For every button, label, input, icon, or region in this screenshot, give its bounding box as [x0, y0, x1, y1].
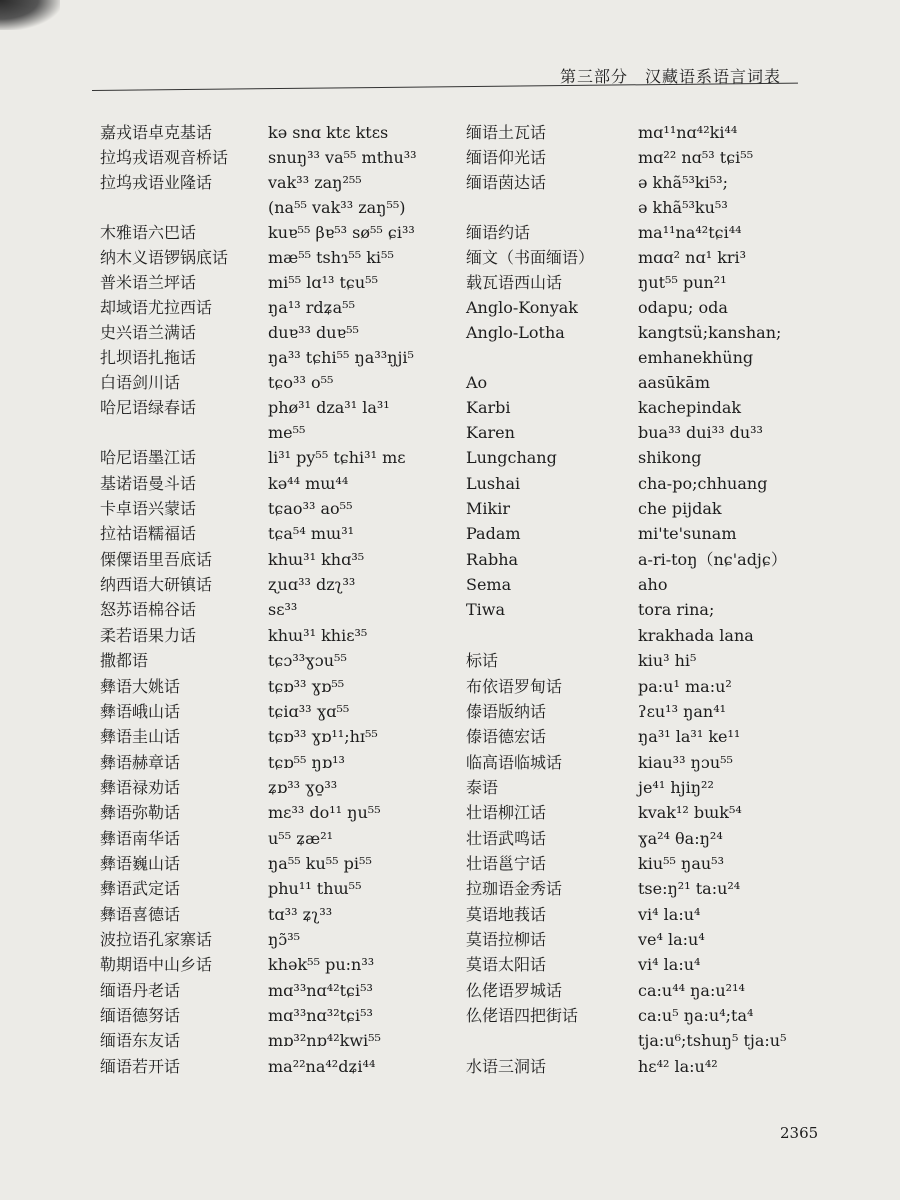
- word-form: ca:u⁵ ŋa:u⁴;ta⁴: [638, 1006, 754, 1026]
- language-name: 壮语武鸣话: [466, 828, 547, 848]
- word-form: kuɐ⁵⁵ βɐ⁵³ sø⁵⁵ ɕi³³: [268, 223, 415, 242]
- table-row: [0, 295, 900, 320]
- language-name: 缅文（书面缅语）: [466, 248, 595, 267]
- table-row: [0, 927, 900, 952]
- language-name: 木雅语六巴话: [100, 223, 197, 242]
- table-row: [0, 1003, 900, 1028]
- word-form: che pijdak: [638, 499, 722, 519]
- word-form: tɕo³³ o⁵⁵: [268, 373, 334, 392]
- table-row: [0, 220, 900, 245]
- word-form: kangtsü;kanshan;: [638, 323, 782, 342]
- word-form: aasūkām: [638, 373, 710, 392]
- word-form: ca:u⁴⁴ ŋa:u²¹⁴: [638, 980, 745, 1000]
- word-form: kə snɑ ktɛ ktɛs: [268, 123, 389, 142]
- word-form: mɑ³³nɑ³²tɕi⁵³: [268, 1006, 373, 1026]
- language-name: 彝语武定话: [100, 879, 181, 899]
- language-name: 壮语邕宁话: [466, 853, 547, 873]
- word-form: mi⁵⁵ lɑ¹³ tɕu⁵⁵: [268, 273, 378, 292]
- table-row: [0, 345, 900, 370]
- word-form: a-ri-toŋ（nɕ'adjɕ）: [638, 549, 787, 569]
- language-name: 彝语喜德话: [100, 904, 181, 924]
- table-row: [0, 826, 900, 851]
- word-form: bua³³ dui³³ du³³: [638, 423, 763, 442]
- word-form: kvak¹² bɯk⁵⁴: [638, 803, 742, 823]
- word-form: ŋa³³ tɕhi⁵⁵ ŋa³³ŋji⁵: [268, 348, 414, 367]
- language-name: Karbi: [466, 398, 511, 417]
- table-row: [0, 420, 900, 445]
- language-name: 水语三洞话: [466, 1056, 547, 1076]
- word-form: tɕɒ⁵⁵ ŋɒ¹³: [268, 752, 345, 772]
- table-row: [0, 245, 900, 270]
- language-name: Anglo-Konyak: [466, 298, 578, 317]
- word-form: li³¹ py⁵⁵ tɕhi³¹ mɛ: [268, 448, 406, 468]
- table-row: [0, 547, 900, 572]
- word-form: me⁵⁵: [268, 423, 306, 442]
- table-row: [0, 521, 900, 546]
- language-name: 缅语东友话: [100, 1031, 181, 1051]
- word-form: vak³³ zaŋ²⁵⁵: [268, 173, 362, 192]
- language-name: 哈尼语绿春话: [100, 398, 197, 417]
- language-name: 纳木义语锣锅底话: [100, 248, 229, 267]
- language-name: 怒苏语棉谷话: [100, 600, 197, 620]
- table-row: [0, 445, 900, 470]
- language-name: 彝语圭山话: [100, 727, 181, 747]
- word-form: ʐuɑ³³ dzʅ³³: [268, 575, 356, 595]
- language-name: 撒都语: [100, 651, 149, 671]
- word-form: khɯ³¹ khiɛ³⁵: [268, 625, 368, 645]
- word-form: kiau³³ ŋɔu⁵⁵: [638, 752, 733, 772]
- language-name: 却域语尤拉西话: [100, 298, 213, 317]
- word-form: kə⁴⁴ mɯ⁴⁴: [268, 473, 349, 493]
- word-form: phu¹¹ thɯ⁵⁵: [268, 879, 362, 899]
- word-form: ma²²na⁴²dʑi⁴⁴: [268, 1056, 376, 1076]
- table-row: [0, 120, 900, 145]
- language-name: 嘉戎语卓克基话: [100, 123, 213, 142]
- table-row: [0, 572, 900, 597]
- language-name: 缅语土瓦话: [466, 123, 547, 142]
- word-form: tɕao³³ ao⁵⁵: [268, 499, 353, 519]
- language-name: Lungchang: [466, 448, 557, 468]
- word-form: ŋut⁵⁵ pun²¹: [638, 273, 727, 292]
- word-form: sɛ³³: [268, 600, 298, 620]
- language-name: 彝语禄劝话: [100, 777, 181, 797]
- table-row: [0, 270, 900, 295]
- page-number: 2365: [780, 1124, 819, 1142]
- table-row: [0, 170, 900, 195]
- language-name: 彝语峨山话: [100, 701, 181, 721]
- language-name: 彝语弥勒话: [100, 803, 181, 823]
- word-form: ə khã⁵³ku⁵³: [638, 198, 728, 217]
- word-form: duɐ³³ duɐ⁵⁵: [268, 323, 359, 342]
- word-form: ma¹¹na⁴²tɕi⁴⁴: [638, 223, 742, 242]
- language-name: 基诺语曼斗话: [100, 473, 197, 493]
- table-row: [0, 496, 900, 521]
- table-row: [0, 597, 900, 622]
- word-form: ŋɔ̃³⁵: [268, 930, 301, 949]
- word-form: aho: [638, 575, 668, 595]
- language-name: 白语剑川话: [100, 373, 181, 392]
- table-row: [0, 674, 900, 699]
- language-name: 哈尼语墨江话: [100, 448, 197, 468]
- word-form: mɑ¹¹nɑ⁴²ki⁴⁴: [638, 123, 738, 142]
- word-form: tɑ³³ ʑʅ³³: [268, 904, 333, 924]
- word-form: shikong: [638, 448, 702, 468]
- language-name: 标话: [466, 651, 499, 671]
- language-name: 莫语地莪话: [466, 904, 547, 924]
- language-name: 莫语拉柳话: [466, 930, 547, 949]
- table-row: [0, 195, 900, 220]
- word-form: ŋa⁵⁵ ku⁵⁵ pi⁵⁵: [268, 853, 372, 873]
- word-form: ŋa¹³ rdʑa⁵⁵: [268, 298, 355, 317]
- word-form: vi⁴ la:u⁴: [638, 904, 701, 924]
- word-form: ŋa³¹ la³¹ ke¹¹: [638, 727, 741, 747]
- language-name: 勒期语中山乡话: [100, 955, 213, 975]
- word-form: khək⁵⁵ pu:n³³: [268, 955, 375, 975]
- table-row: [0, 320, 900, 345]
- language-name: Rabha: [466, 549, 519, 569]
- language-name: Sema: [466, 575, 512, 595]
- word-form: ʑɒ³³ ɣo̱³³: [268, 777, 338, 797]
- table-row: [0, 1054, 900, 1079]
- language-name: 彝语赫章话: [100, 752, 181, 772]
- table-row: [0, 952, 900, 977]
- language-name: 临高语临城话: [466, 752, 563, 772]
- word-form: phø³¹ dza³¹ la³¹: [268, 398, 390, 417]
- language-name: Karen: [466, 423, 515, 442]
- table-row: [0, 370, 900, 395]
- word-form: khɯ³¹ khɑ³⁵: [268, 549, 365, 569]
- language-name: Tiwa: [466, 600, 506, 620]
- language-name: 拉祜语糯福话: [100, 524, 197, 544]
- table-row: [0, 623, 900, 648]
- language-name: Mikir: [466, 499, 510, 519]
- language-name: 彝语大姚话: [100, 676, 181, 696]
- word-form: ə khã⁵³ki⁵³;: [638, 173, 728, 192]
- language-name: 莫语太阳话: [466, 955, 547, 975]
- word-form: mɑɑ² nɑ¹ kri³: [638, 248, 747, 267]
- language-name: 壮语柳江话: [466, 803, 547, 823]
- table-row: [0, 648, 900, 673]
- word-form: tɕiɑ³³ ɣɑ⁵⁵: [268, 701, 350, 721]
- word-form: tse:ŋ²¹ ta:u²⁴: [638, 879, 741, 899]
- table-row: [0, 1028, 900, 1053]
- word-form: u⁵⁵ ʑæ²¹: [268, 828, 334, 848]
- language-name: 波拉语孔家寨话: [100, 930, 213, 949]
- language-name: 卡卓语兴蒙话: [100, 499, 197, 519]
- language-name: 纳西语大研镇话: [100, 575, 213, 595]
- language-name: Ao: [466, 373, 488, 392]
- language-name: 布依语罗甸话: [466, 676, 563, 696]
- language-name: 缅语约话: [466, 223, 531, 242]
- language-name: 傣语德宏话: [466, 727, 547, 747]
- language-name: 泰语: [466, 777, 499, 797]
- language-name: 仫佬语罗城话: [466, 980, 563, 1000]
- word-form: mɒ³²nɒ⁴²kwi⁵⁵: [268, 1031, 381, 1051]
- language-name: 缅语德努话: [100, 1006, 181, 1026]
- language-name: 仫佬语四把街话: [466, 1006, 579, 1026]
- word-form: mi'te'sunam: [638, 524, 737, 544]
- language-name: 彝语南华话: [100, 828, 181, 848]
- language-name: 缅语若开话: [100, 1056, 181, 1076]
- word-form: emhanekhüng: [638, 348, 754, 367]
- word-form: ʔɛu¹³ ŋan⁴¹: [638, 701, 727, 721]
- table-row: [0, 699, 900, 724]
- table-row: [0, 395, 900, 420]
- language-name: 拉坞戎语业隆话: [100, 173, 213, 192]
- language-name: Lushai: [466, 473, 521, 493]
- language-name: 史兴语兰满话: [100, 323, 197, 342]
- word-form: ɣa²⁴ θa:ŋ²⁴: [638, 828, 723, 848]
- word-form: mæ⁵⁵ tshɿ⁵⁵ ki⁵⁵: [268, 248, 394, 267]
- table-row: [0, 902, 900, 927]
- table-row: [0, 978, 900, 1003]
- word-form: tora rina;: [638, 600, 715, 620]
- word-form: krakhada lana: [638, 625, 754, 645]
- language-name: 缅语仰光话: [466, 148, 547, 167]
- table-row: [0, 851, 900, 876]
- table-row: [0, 775, 900, 800]
- language-name: 拉坞戎语观音桥话: [100, 148, 229, 167]
- word-form: (na⁵⁵ vak³³ zaŋ⁵⁵): [268, 198, 406, 217]
- word-form: tja:u⁶;tshuŋ⁵ tja:u⁵: [638, 1031, 787, 1051]
- word-form: kachepindak: [638, 398, 742, 417]
- table-row: [0, 145, 900, 170]
- word-form: tɕa⁵⁴ mɯ³¹: [268, 524, 355, 544]
- language-name: Padam: [466, 524, 521, 544]
- word-form: tɕɒ³³ ɣɒ⁵⁵: [268, 676, 345, 696]
- language-name: 彝语巍山话: [100, 853, 181, 873]
- word-form: vi⁴ la:u⁴: [638, 955, 701, 975]
- table-row: [0, 724, 900, 749]
- language-name: 普米语兰坪话: [100, 273, 197, 292]
- word-form: ve⁴ la:u⁴: [638, 930, 705, 949]
- word-form: kiu³ hi⁵: [638, 651, 697, 671]
- language-name: 扎坝语扎拖话: [100, 348, 197, 367]
- word-form: pa:u¹ ma:u²: [638, 676, 732, 696]
- running-header: 第三部分 汉藏语系语言词表: [560, 67, 782, 86]
- language-name: 缅语丹老话: [100, 980, 181, 1000]
- language-name: 缅语茵达话: [466, 173, 547, 192]
- word-form: je⁴¹ hjiŋ²²: [638, 777, 714, 797]
- word-form: mɑ²² nɑ⁵³ tɕi⁵⁵: [638, 148, 754, 167]
- language-name: 柔若语果力话: [100, 625, 197, 645]
- word-form: tɕɒ³³ ɣɒ¹¹;hɪ⁵⁵: [268, 727, 378, 747]
- language-name: 载瓦语西山话: [466, 273, 563, 292]
- language-name: Anglo-Lotha: [466, 323, 565, 342]
- word-form: mɛ³³ do¹¹ ŋu⁵⁵: [268, 803, 381, 823]
- word-form: hɛ⁴² la:u⁴²: [638, 1056, 718, 1076]
- table-row: [0, 471, 900, 496]
- word-form: snuŋ³³ va⁵⁵ mthu³³: [268, 148, 417, 167]
- word-form: mɑ³³nɑ⁴²tɕi⁵³: [268, 980, 373, 1000]
- word-form: kiu⁵⁵ ŋau⁵³: [638, 853, 725, 873]
- language-name: 傈僳语里吾底话: [100, 549, 213, 569]
- word-form: cha-po;chhuang: [638, 473, 768, 493]
- language-name: 傣语版纳话: [466, 701, 547, 721]
- table-row: [0, 800, 900, 825]
- table-row: [0, 750, 900, 775]
- word-form: tɕɔ³³ɣɔu⁵⁵: [268, 651, 347, 671]
- word-form: odapu; oda: [638, 298, 728, 317]
- language-name: 拉珈语金秀话: [466, 879, 563, 899]
- table-row: [0, 876, 900, 901]
